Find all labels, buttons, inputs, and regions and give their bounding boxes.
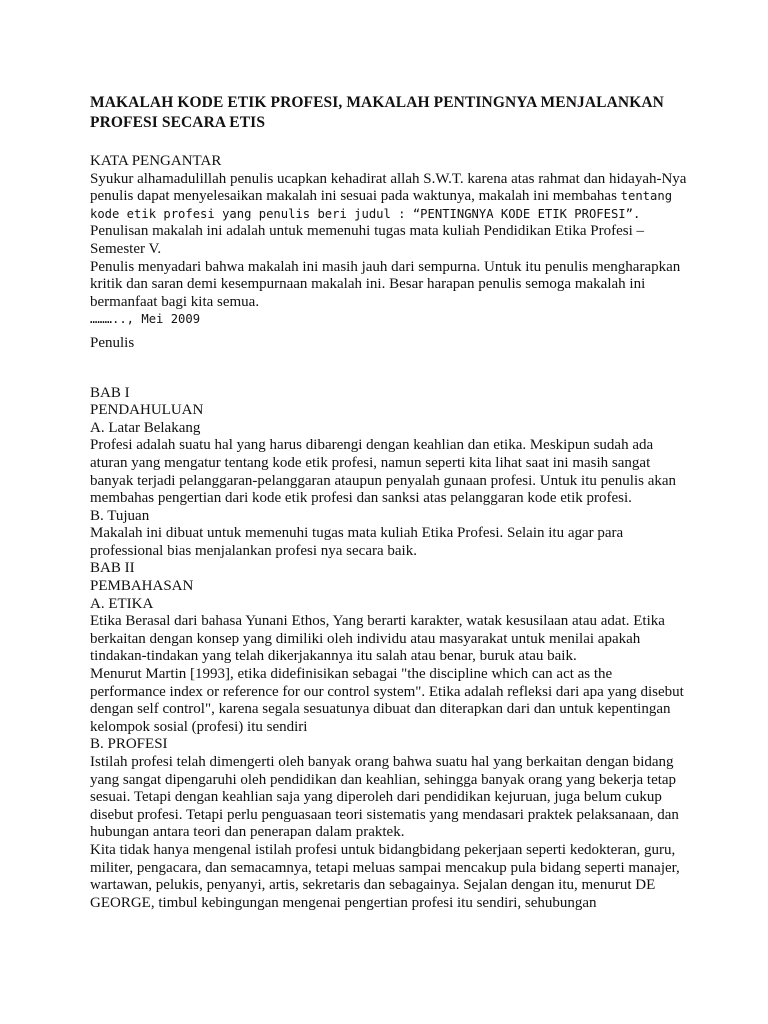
bab-2-section-b-text-1: Istilah profesi telah dimengerti oleh banyak orang bahwa suatu hal yang berkaitan dengan bidang yang sangat dipengaruhi oleh pendidikan dan keahlian, sehingga banyak orang yang bekerja tetap sesuai. Tetapi dengan keahlian saja yang diperoleh dari pendidikan kejuruan, juga belum cukup disebut profesi. Tetapi perlu penguasaan teori sistematis yang mendasari praktek pelaksanaan, dan hubungan antara teori dan penerapan dalam praktek. (90, 754, 679, 841)
bab-2-section-b-heading: B. PROFESI (90, 736, 168, 753)
kata-pengantar-paragraph-1 (90, 171, 690, 224)
signature-date: ……….., Mei 2009 (90, 312, 201, 327)
bab-1-section-b-text: Makalah ini dibuat untuk memenuhi tugas mata kuliah Etika Profesi. Selain itu agar para professional bias menjalankan profesi nya secara baik. (90, 525, 624, 559)
bab-1-section-b-heading: B. Tujuan (90, 507, 150, 524)
signature-name: Penulis (90, 334, 135, 351)
bab-1-section-a-heading: A. Latar Belakang (90, 419, 201, 436)
bab-2-section-a-text-1: Etika Berasal dari bahasa Yunani Ethos, Yang berarti karakter, watak kesusilaan atau adat. Etika berkaitan dengan konsep yang dimiliki oleh individu atau masyarakat untuk menilai apakah tindakan-tindakan yang telah dikerjakannya itu salah atau benar, buruk atau baik. (90, 613, 665, 665)
kata-pengantar-paragraph-1-monospace-text: tentang kode etik profesi yang penulis beri judul : “PENTINGNYA KODE ETIK PROFESI”. (90, 189, 673, 221)
bab-1-heading: BAB I (90, 384, 130, 401)
bab-2-section-b-text-2: Kita tidak hanya mengenal istilah profesi untuk bidangbidang pekerjaan seperti kedokteran, guru, militer, pengacara, dan semacamnya, tetapi meluas sampai mencakup pula bidang seperti manajer, wartawan, pelukis, penyanyi, artis, sekretaris dan sebagainya. Sejalan dengan itu, menurut DE GEORGE, timbul kebingungan mengenai pengertian profesi itu sendiri, sehubungan (90, 841, 680, 911)
kata-pengantar-paragraph-3: Penulis menyadari bahwa makalah ini masih jauh dari sempurna. Untuk itu penulis mengharapkan kritik dan saran demi kesempurnaan makalah ini. Besar harapan penulis semoga makalah ini bermanfaat bagi kita semua. (90, 258, 681, 310)
kata-pengantar-paragraph-1-text: Syukur alhamadulillah penulis ucapkan kehadirat allah S.W.T. karena atas rahmat dan hidayah-Nya penulis dapat menyelesaikan makalah ini sesuai pada waktunya, makalah ini membahas (90, 170, 687, 205)
kata-pengantar-heading: KATA PENGANTAR (90, 153, 222, 169)
bab-2-title: PEMBAHASAN (90, 578, 194, 595)
bab-1-title: PENDAHULUAN (90, 402, 204, 419)
kata-pengantar-paragraph-2: Penulisan makalah ini adalah untuk memenuhi tugas mata kuliah Pendidikan Etika Profesi – Semester V. (90, 223, 645, 257)
bab-2-heading: BAB II (90, 560, 135, 577)
bab-2-section-a-heading: A. ETIKA (90, 595, 154, 612)
document-title: MAKALAH KODE ETIK PROFESI, MAKALAH PENTINGNYA MENJALANKAN PROFESI SECARA ETIS (90, 94, 664, 131)
document-page (90, 93, 690, 912)
bab-2-section-a-text-2: Menurut Martin [1993], etika didefinisikan sebagai "the discipline which can act as the performance index or reference for our control system". Etika adalah refleksi dari apa yang disebut dengan self control", karena segala sesuatunya dibuat dan diterapkan dari dan untuk kepentingan kelompok sosial (profesi) itu sendiri (90, 666, 684, 735)
bab-1-section-a-text: Profesi adalah suatu hal yang harus dibarengi dengan keahlian dan etika. Meskipun sudah ada aturan yang mengatur tentang kode etik profesi, namun seperti kita lihat saat ini masih sangat banyak terjadi pelanggaran-pelanggaran ataupun penyalah gunaan profesi. Untuk itu penulis akan membahas pengertian dari kode etik profesi dan sanksi atas pelanggaran kode etik profesi. (90, 437, 677, 507)
